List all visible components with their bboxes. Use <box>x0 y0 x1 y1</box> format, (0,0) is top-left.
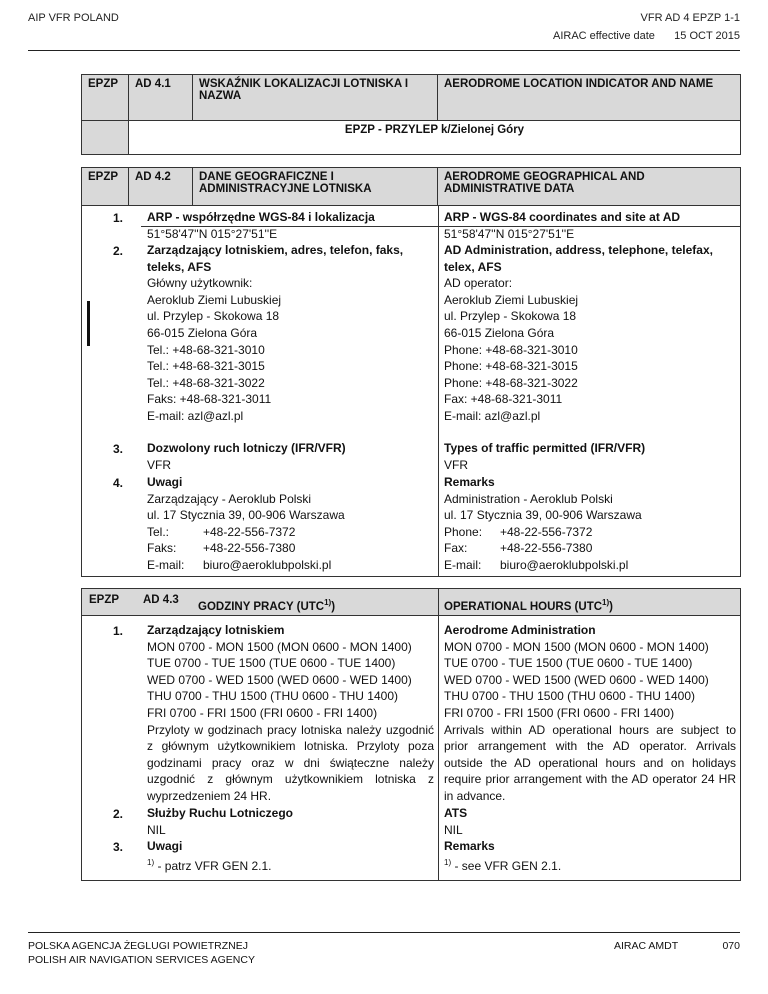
s42-item3-num: 3. <box>113 442 124 456</box>
s43-item2-pl: Służby Ruchu Lotniczego NIL <box>147 806 293 837</box>
s42-pl-title: DANE GEOGRAFICZNE I ADMINISTRACYJNE LOTNISKA <box>193 168 438 206</box>
address-line: Aeroklub Ziemi Lubuskiej <box>444 292 579 307</box>
header-left: AIP VFR POLAND <box>28 12 119 24</box>
contact-label: Tel.: <box>147 524 170 539</box>
address-line: ul. 17 Stycznia 39, 00-906 Warszawa <box>147 508 345 523</box>
s41-en-title: AERODROME LOCATION INDICATOR AND NAME <box>438 75 741 121</box>
s42-item3-en: Types of traffic permitted (IFR/VFR) VFR <box>444 441 646 472</box>
airac-label: AIRAC effective date <box>553 30 655 42</box>
hours-line: WED 0700 - WED 1500 (WED 0600 - WED 1400) <box>444 672 709 687</box>
s42-item1-en: ARP - WGS-84 coordinates and site at AD 51°58'47''N 015°27'51''E <box>444 210 681 241</box>
s41-num: AD 4.1 <box>129 75 193 121</box>
address-line: Faks: +48-68-321-3011 <box>147 392 272 407</box>
s43-item2-en: ATS NIL <box>444 806 468 837</box>
s42-item1-num: 1. <box>113 211 124 225</box>
section-ad42-header <box>81 167 741 206</box>
s43-code: EPZP <box>89 594 120 606</box>
contact-row <box>147 524 434 541</box>
contact-row <box>444 557 736 574</box>
s42-item4-pl: Uwagi Zarządzający - Aeroklub Polski ul. 17 Stycznia 39, 00-906 Warszawa Tel.: +48-22-556-7372 Faks: +48-22-556-7380 E-mail: biuro@aeroklubpolski.pl <box>147 474 434 574</box>
address-line: 66-015 Zielona Góra <box>147 325 258 340</box>
s42-item2-pl: Zarządzający lotniskiem, adres, telefon, faks, teleks, AFS Główny użytkownik: Aeroklub Ziemi Lubuskiej ul. Przylep - Skokowa 18 66-015 Zielona Góra Tel.: +48-68-321-3010 Tel.: +48-68-321-3015 Tel.: +48-68-321-3022 Faks: +48-68-321-3011 E-mail: azl@azl.pl <box>147 242 434 425</box>
contact-row <box>147 540 434 557</box>
s43-item3-pl: Uwagi $^{1)}$ - patrz VFR GEN 2.1. <box>147 838 434 874</box>
s43-en-title: OPERATIONAL HOURS (UTC$^{1)}$) <box>444 598 613 613</box>
section-ad41 <box>81 74 741 155</box>
s42-item4-num: 4. <box>113 476 124 490</box>
s42-en-title: AERODROME GEOGRAPHICAL AND ADMINISTRATIVE DATA <box>438 168 741 206</box>
contact-value: +48-22-556-7372 <box>500 524 593 539</box>
contact-row <box>147 557 434 574</box>
contact-label: E-mail: <box>444 557 482 572</box>
header-rule <box>28 50 740 51</box>
s42-code: EPZP <box>82 168 129 206</box>
address-line: Phone: +48-68-321-3010 <box>444 342 578 357</box>
s43-item1-num: 1. <box>113 624 124 638</box>
s43-item3-num: 3. <box>113 840 124 854</box>
hours-line: FRI 0700 - FRI 1500 (FRI 0600 - FRI 1400) <box>147 705 378 720</box>
address-line: ul. Przylep - Skokowa 18 <box>444 309 577 324</box>
s42-item2-num: 2. <box>113 244 124 258</box>
address-line: E-mail: azl@azl.pl <box>444 408 541 423</box>
hours-line: WED 0700 - WED 1500 (WED 0600 - WED 1400) <box>147 672 412 687</box>
s43-item1-en: Aerodrome Administration MON 0700 - MON 1500 (MON 0600 - MON 1400) TUE 0700 - TUE 1500 (TUE 0600 - TUE 1400) WED 0700 - WED 1500 (WED 0600 - WED 1400) THU 0700 - THU 1500 (THU 0600 - THU 1400) FRI 0700 - FRI 1500 (FRI 0600 - FRI 1400) Arrivals within AD operational hours are subject to prior arrangement with the AD operator. Arrivals outside the AD operational hours and on holidays require prior arrangement with the AD operator 24 HR in advance. <box>444 623 736 803</box>
address-line: Fax: +48-68-321-3011 <box>444 392 563 407</box>
s43-num: AD 4.3 <box>143 594 179 606</box>
s43-item1-pl: Zarządzający lotniskiem MON 0700 - MON 1500 (MON 0600 - MON 1400) TUE 0700 - TUE 1500 (TUE 0600 - TUE 1400) WED 0700 - WED 1500 (WED 0600 - WED 1400) THU 0700 - THU 1500 (THU 0600 - THU 1400) FRI 0700 - FRI 1500 (FRI 0600 - FRI 1400) Przyloty w godzinach pracy lotniska należy uzgodnić z głównym użytkownikiem lotniska. Przyloty poza godzinami pracy oraz w dni świąteczne należy uzgodnić z głównym użytkownikiem lotniska z wyprzedzeniem 24 HR. <box>147 623 434 803</box>
hours-line: MON 0700 - MON 1500 (MON 0600 - MON 1400) <box>147 639 412 654</box>
contact-label: Phone: <box>444 524 483 539</box>
s41-spacer <box>82 121 129 155</box>
contact-value: +48-22-556-7372 <box>203 524 296 539</box>
address-line: ul. 17 Stycznia 39, 00-906 Warszawa <box>444 508 642 523</box>
s43-item3-en: Remarks $^{1)}$ - see VFR GEN 2.1. <box>444 838 736 874</box>
s43-pl-title: GODZINY PRACY (UTC$^{1)}$) <box>198 598 336 613</box>
address-line: Tel.: +48-68-321-3010 <box>147 342 265 357</box>
aerodrome-name: EPZP - PRZYLEP k/Zielonej Góry <box>129 121 741 155</box>
contact-value: +48-22-556-7380 <box>500 541 593 556</box>
s43-note-en: $^{1)}$ - see VFR GEN 2.1. <box>444 857 562 873</box>
change-bar <box>87 301 90 346</box>
hours-line: TUE 0700 - TUE 1500 (TUE 0600 - TUE 1400) <box>147 656 396 671</box>
address-line: Phone: +48-68-321-3022 <box>444 375 578 390</box>
address-line: Główny użytkownik: <box>147 276 253 291</box>
footer-agency: POLSKA AGENCJA ŻEGLUGI POWIETRZNEJ POLISH AIR NAVIGATION SERVICES AGENCY <box>28 940 255 966</box>
s42-item3-pl: Dozwolony ruch lotniczy (IFR/VFR) VFR <box>147 441 346 472</box>
contact-value: biuro@aeroklubpolski.pl <box>203 557 332 572</box>
contact-value: +48-22-556-7380 <box>203 541 296 556</box>
address-line: ul. Przylep - Skokowa 18 <box>147 309 280 324</box>
s42-item1-pl: ARP - współrzędne WGS-84 i lokalizacja 51°58'47''N 015°27'51''E <box>147 210 375 241</box>
hours-line: THU 0700 - THU 1500 (THU 0600 - THU 1400) <box>147 689 398 704</box>
address-line: AD operator: <box>444 276 513 291</box>
s41-pl-title: WSKAŹNIK LOKALIZACJI LOTNISKA I NAZWA <box>193 75 438 121</box>
contact-label: Faks: <box>147 541 177 556</box>
footer-amdt-number: 070 <box>722 940 740 952</box>
airac-date: 15 OCT 2015 <box>674 30 740 42</box>
address-line: E-mail: azl@azl.pl <box>147 408 244 423</box>
contact-label: Fax: <box>444 541 468 556</box>
s43-note-pl: $^{1)}$ - patrz VFR GEN 2.1. <box>147 857 272 873</box>
footer-rule <box>28 932 740 933</box>
contact-row <box>444 524 736 541</box>
footer-amdt-label: AIRAC AMDT <box>614 940 679 952</box>
address-line: 66-015 Zielona Góra <box>444 325 555 340</box>
address-line: Zarządzający - Aeroklub Polski <box>147 491 312 506</box>
header-page-id: VFR AD 4 EPZP 1-1 <box>640 12 740 24</box>
address-line: Tel.: +48-68-321-3015 <box>147 359 265 374</box>
s41-code: EPZP <box>82 75 129 121</box>
address-line: Aeroklub Ziemi Lubuskiej <box>147 292 282 307</box>
hours-line: MON 0700 - MON 1500 (MON 0600 - MON 1400) <box>444 639 709 654</box>
contact-row <box>444 540 736 557</box>
s42-num: AD 4.2 <box>129 168 193 206</box>
hours-line: TUE 0700 - TUE 1500 (TUE 0600 - TUE 1400) <box>444 656 693 671</box>
s43-item2-num: 2. <box>113 807 124 821</box>
s42-item2-en: AD Administration, address, telephone, telefax, telex, AFS AD operator: Aeroklub Ziemi Lubuskiej ul. Przylep - Skokowa 18 66-015 Zielona Góra Phone: +48-68-321-3010 Phone: +48-68-321-3015 Phone: +48-68-321-3022 Fax: +48-68-321-3011 E-mail: azl@azl.pl <box>444 242 736 425</box>
hours-line: THU 0700 - THU 1500 (THU 0600 - THU 1400) <box>444 689 695 704</box>
contact-label: E-mail: <box>147 557 185 572</box>
section-ad43-header <box>81 588 741 616</box>
address-line: Administration - Aeroklub Polski <box>444 491 613 506</box>
hours-line: FRI 0700 - FRI 1500 (FRI 0600 - FRI 1400) <box>444 705 675 720</box>
address-line: Tel.: +48-68-321-3022 <box>147 375 265 390</box>
contact-value: biuro@aeroklubpolski.pl <box>500 557 629 572</box>
address-line: Phone: +48-68-321-3015 <box>444 359 578 374</box>
s42-item4-en: Remarks Administration - Aeroklub Polski ul. 17 Stycznia 39, 00-906 Warszawa Phone: +48-22-556-7372 Fax: +48-22-556-7380 E-mail: biuro@aeroklubpolski.pl <box>444 474 736 574</box>
